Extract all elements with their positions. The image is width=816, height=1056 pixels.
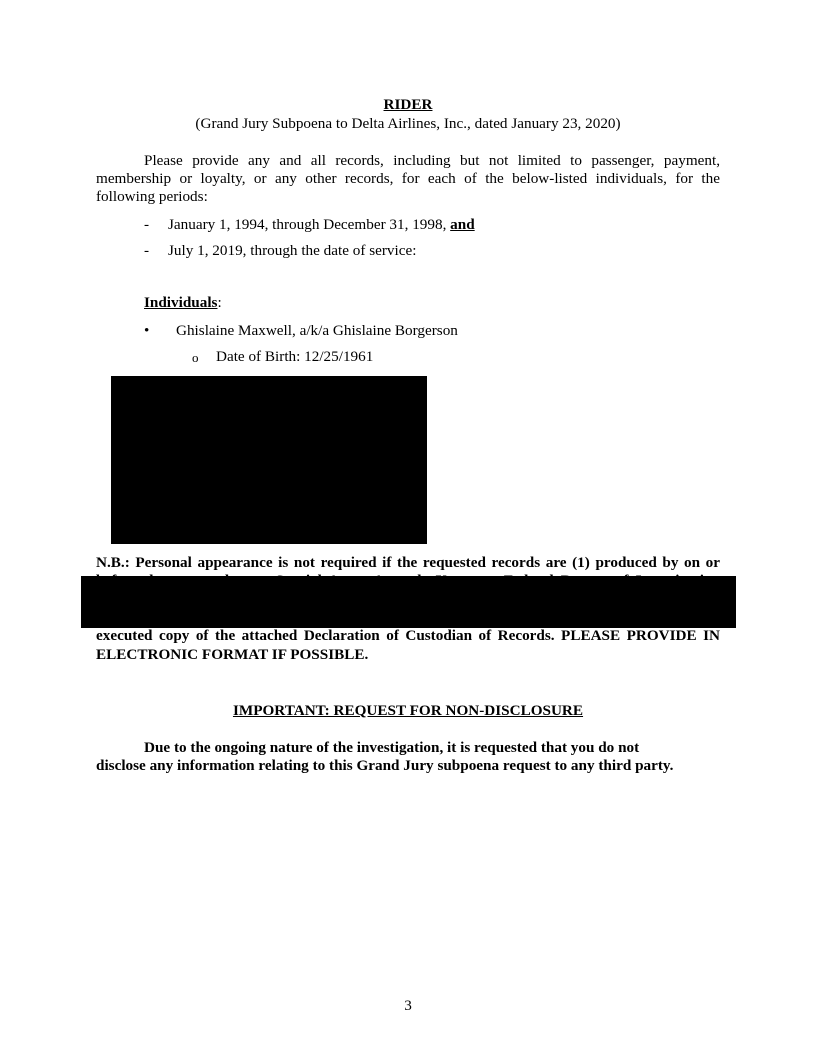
nondisclosure-heading: IMPORTANT: REQUEST FOR NON-DISCLOSURE (232, 702, 584, 719)
notice-line-1: N.B.: Personal appearance is not required if the requested records are (1) produced by on or (96, 554, 720, 571)
intro-line-1: Please provide any and all records, including but not limited to passenger, payment, (144, 152, 720, 169)
period-dash-2: - (144, 242, 150, 259)
individual-dob: Date of Birth: 12/25/1961 (216, 348, 374, 365)
notice-line-last: ELECTRONIC FORMAT IF POSSIBLE. (96, 646, 369, 663)
sub-bullet-icon: o (192, 350, 199, 365)
nondisclosure-line-1: Due to the ongoing nature of the investigation, it is requested that you do not (144, 739, 640, 756)
individual-name: Ghislaine Maxwell, a/k/a Ghislaine Borgerson (176, 322, 458, 339)
period-dash-1: - (144, 216, 150, 233)
rider-subtitle: (Grand Jury Subpoena to Delta Airlines, Inc., dated January 23, 2020) (195, 115, 621, 132)
period-item-2: July 1, 2019, through the date of service: (168, 242, 417, 259)
period-item-1 (168, 216, 475, 234)
redaction-block-2 (81, 576, 736, 628)
redaction-block-1 (111, 376, 427, 544)
period-emphasis-and: and (450, 216, 475, 233)
intro-line-3: following periods: (96, 188, 208, 205)
intro-line-2: membership or loyalty, or any other records, for each of the below-listed individuals, for the (96, 170, 720, 187)
notice-line-exec: executed copy of the attached Declaration of Custodian of Records. PLEASE PROVIDE IN (96, 627, 720, 644)
page-number: 3 (404, 997, 412, 1014)
nondisclosure-line-2: disclose any information relating to this Grand Jury subpoena request to any third party. (96, 757, 674, 774)
period-text-1: January 1, 1994, through December 31, 1998, (168, 216, 451, 233)
bullet-icon: • (144, 322, 150, 339)
rider-title: RIDER (383, 96, 433, 113)
individuals-heading: Individuals: (144, 294, 222, 311)
